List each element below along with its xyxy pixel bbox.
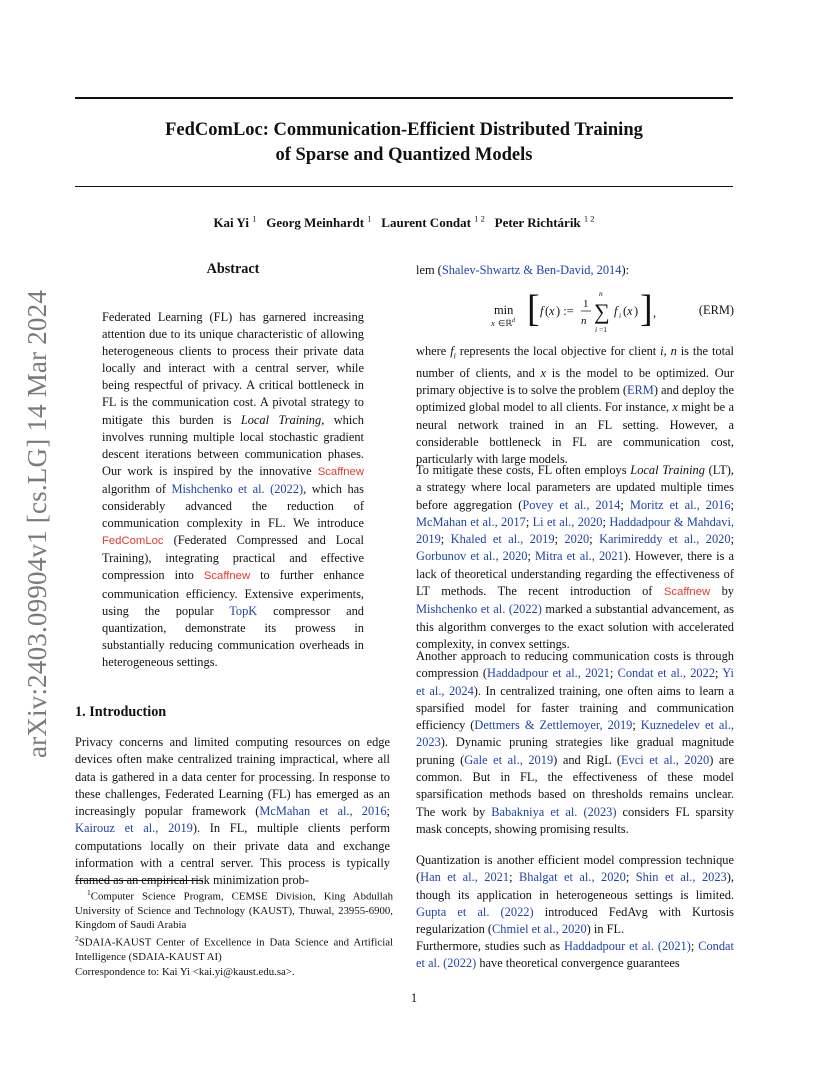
svg-text:): )	[634, 304, 639, 318]
scaffnew-link[interactable]: Scaffnew	[203, 570, 251, 583]
citation-link[interactable]: Evci et al., 2020	[620, 752, 710, 767]
svg-text:]: ]	[640, 288, 653, 330]
title-line-2: of Sparse and Quantized Models	[275, 145, 533, 165]
citation-link[interactable]: 2020	[564, 532, 590, 547]
citation-link[interactable]: Haddadpour et al. (2021)	[563, 939, 691, 953]
svg-text:∈ℝ: ∈ℝ	[498, 318, 513, 328]
svg-text:min: min	[494, 303, 514, 317]
paper-title	[75, 118, 733, 168]
erm-equation	[416, 288, 734, 334]
title-bottom-rule	[75, 186, 733, 187]
author: Peter Richtárik $^{1 2}$	[494, 214, 595, 231]
footnote-rule	[75, 880, 203, 881]
svg-text:[: [	[527, 288, 540, 330]
citation-link[interactable]: Haddadpour et al., 2021	[487, 666, 610, 681]
abstract-body: Federated Learning (FL) has garnered increasing attention due to its unique characteristic of allowing heterogeneous clients to process their private data locally and interact with a central server, while being respectful of privacy. A critical bottleneck in FL is the communication cost. A pivotal strategy to mitigate this burden is Local Training, which involves running multiple local stochastic gradient descent iterations between communication phases. Our work is inspired by the innovative Scaffnew algorithm of Mishchenko et al. (2022), which has considerably advanced the reduction of communication complexity in FL. We introduce FedComLoc (Federated Compressed and Local Training), integrating practical and effective compression into Scaffnew to further enhance communication efficiency. Extensive experiments, using the popular TopK compressor and quantization, demonstrate its prowess in substantially reducing communication overheads in heterogeneous settings.	[102, 310, 364, 669]
fedcomloc-link[interactable]: FedComLoc	[102, 535, 164, 548]
citation-link[interactable]: Mishchenko et al. (2022)	[171, 481, 304, 496]
right-paragraph-5: Furthermore, studies such as Haddadpour et al. (2021); Condat et al. (2022) have theoretical convergence guarantees	[416, 939, 734, 971]
svg-text:=1: =1	[599, 325, 607, 334]
citation-link[interactable]: Condat et al., 2022	[617, 666, 716, 681]
svg-text:d: d	[512, 318, 515, 324]
citation-link[interactable]: Condat et al. (2022)	[416, 939, 734, 971]
section-heading-introduction: 1. Introduction	[75, 704, 167, 720]
citation-link[interactable]: Babakniya et al. (2023)	[491, 804, 617, 819]
citation-link[interactable]: Han et al., 2021	[420, 870, 510, 885]
abstract-heading: Abstract	[206, 261, 260, 277]
page-number: 1	[410, 991, 418, 1005]
citation-link[interactable]: McMahan et al., 2017	[416, 514, 526, 529]
svg-text:f: f	[540, 304, 544, 318]
citation-link[interactable]: Shalev-Shwartz & Ben-David, 2014	[441, 263, 622, 277]
footnotes	[75, 886, 393, 979]
right-paragraph-2: To mitigate these costs, FL often employs Local Training (LT), a strategy where local parameters are updated multiple times before aggregation (Povey et al., 2014; Moritz et al., 2016; McMahan et al., 2017; Li et al., 2020; Haddadpour & Mahdavi, 2019; Khaled et al., 2019; 2020; Karimireddy et al., 2020; Gorbunov et al., 2020; Mitra et al., 2021). However, there is a lack of theoretical understanding regarding the effectiveness of LT methods. The recent introduction of Scaffnew by Mishchenko et al. (2022) marked a substantial advancement, as this algorithm converges to the exact solution with accelerated complexity, in convex settings.	[416, 463, 735, 651]
svg-text:n: n	[599, 289, 603, 298]
svg-text:,: ,	[653, 306, 657, 320]
svg-text:i: i	[595, 325, 598, 334]
citation-link[interactable]: Mitra et al., 2021	[535, 549, 624, 564]
citation-link[interactable]: Gorbunov et al., 2020	[416, 549, 528, 564]
citation-link[interactable]: McMahan et al., 2016	[259, 804, 387, 819]
svg-text:1: 1	[583, 298, 589, 310]
citation-link[interactable]: Mishchenko et al. (2022)	[416, 602, 542, 617]
citation-link[interactable]: Kairouz et al., 2019	[75, 821, 193, 836]
right-paragraph-4: Quantization is another efficient model compression technique (Han et al., 2021; Bhalgat et al., 2020; Shin et al., 2023), though its application in heterogeneous settings is limited. Gupta et al. (2022) introduced FedAvg with Kurtosis regularization (Chmiel et al., 2020) in FL.	[416, 853, 734, 937]
author: Laurent Condat $^{1 2}$	[381, 214, 485, 231]
citation-link[interactable]: Yi et al., 2024	[416, 666, 734, 698]
footnote-1: $^1$Computer Science Program, CEMSE Division, King Abdullah University of Science and Technology (KAUST), Thuwal, 23955-6900, Kingdom of Saudi Arabia	[75, 888, 393, 932]
topk-link[interactable]: TopK	[229, 603, 258, 618]
right-column-first-line: lem (Shalev-Shwartz & Ben-David, 2014):	[416, 263, 630, 277]
svg-text:n: n	[581, 315, 587, 327]
footnote-2: $^2$SDAIA-KAUST Center of Excellence in Data Science and Artificial Intelligence (SDAIA-KAUST AI)	[75, 934, 393, 964]
citation-link[interactable]: Karimireddy et al., 2020	[599, 532, 731, 547]
author: Kai Yi $^1$	[213, 214, 257, 231]
svg-text:x: x	[491, 318, 495, 328]
title-line-1: FedComLoc: Communication-Efficient Distributed Training	[165, 120, 643, 140]
svg-text:f: f	[614, 304, 618, 318]
citation-link[interactable]: Gale et al., 2019	[464, 752, 554, 767]
svg-text:x: x	[627, 304, 633, 318]
author-list	[75, 214, 733, 231]
svg-text:) :=: ) :=	[556, 304, 574, 318]
scaffnew-link[interactable]: Scaffnew	[663, 586, 711, 599]
citation-link[interactable]: Povey et al., 2014	[522, 497, 621, 512]
citation-link[interactable]: Chmiel et al., 2020	[492, 922, 587, 937]
citation-link[interactable]: Bhalgat et al., 2020	[519, 870, 626, 885]
svg-text:i: i	[619, 311, 622, 320]
top-rule	[75, 97, 733, 99]
equation-reference-link[interactable]: ERM	[626, 383, 654, 398]
erm-equation-graphic	[416, 288, 734, 338]
correspondence: Correspondence to: Kai Yi <kai.yi@kaust.edu.sa>.	[75, 965, 295, 978]
svg-text:(: (	[623, 304, 628, 318]
equation-tag: (ERM)	[698, 303, 734, 317]
svg-text:(: (	[545, 304, 550, 318]
svg-text:∑: ∑	[594, 299, 610, 324]
arxiv-stamp[interactable]: arXiv:2403.09904v1 [cs.LG] 14 Mar 2024	[22, 289, 52, 758]
svg-text:x: x	[549, 304, 555, 318]
citation-link[interactable]: Shin et al., 2023	[635, 870, 727, 885]
citation-link[interactable]: Gupta et al. (2022)	[416, 904, 534, 919]
introduction-paragraph: Privacy concerns and limited computing resources on edge devices often make centralized training impractical, where all data is gathered in a data center for processing. In response to these challenges, Federated Learning (FL) has emerged as an increasingly popular framework (McMahan et al., 2016; Kairouz et al., 2019). In FL, multiple clients perform computations locally on their private data and exchange information with a central server. This process is typically framed as an empirical risk minimization prob-	[75, 735, 390, 888]
citation-link[interactable]: Kuznedelev et al., 2023	[416, 718, 735, 750]
scaffnew-link[interactable]: Scaffnew	[317, 465, 364, 478]
citation-link[interactable]: Khaled et al., 2019	[450, 532, 555, 547]
right-paragraph-3: Another approach to reducing communication costs is through compression (Haddadpour et al., 2021; Condat et al., 2022; Yi et al., 2024). In centralized training, one often aims to learn a sparsified model for faster training and communication efficiency (Dettmers & Zettlemoyer, 2019; Kuznedelev et al., 2023). Dynamic pruning strategies like gradual magnitude pruning (Gale et al., 2019) and RigL (Evci et al., 2020) are common. But in FL, the effectiveness of these model sparsification methods based on thresholds remains unclear. The work by Babakniya et al. (2023) considers FL sparsity mask concepts, showing promising results.	[416, 649, 735, 836]
citation-link[interactable]: Li et al., 2020	[532, 514, 603, 529]
citation-link[interactable]: Moritz et al., 2016	[629, 497, 731, 512]
citation-link[interactable]: Haddadpour & Mahdavi, 2019	[416, 514, 735, 547]
right-paragraph-1: where $f_i$ represents the local objective for client i, n is the total number of clients, and x is the model to be optimized. Our primary objective is to solve the problem (ERM) and deploy the optimized global model to all clients. For instance, x might be a neural network trained in an FL setting. However, a considerable bottleneck in FL are communication cost, particularly with large models.	[416, 344, 734, 467]
author: Georg Meinhardt $^1$	[266, 214, 372, 231]
citation-link[interactable]: Dettmers & Zettlemoyer, 2019	[474, 718, 633, 733]
